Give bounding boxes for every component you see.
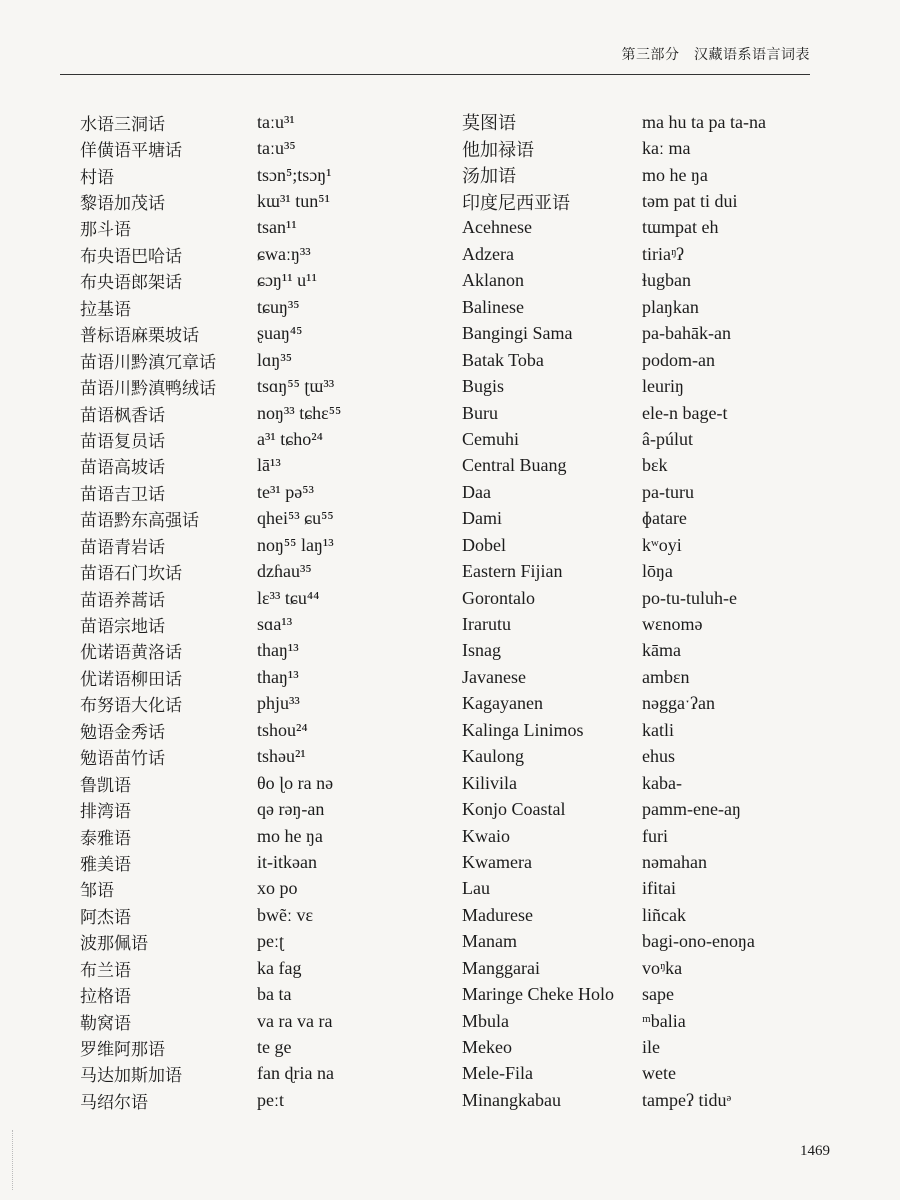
word-entry <box>462 453 862 479</box>
word-form: liñcak <box>642 904 686 925</box>
word-form: peːt <box>257 1089 284 1110</box>
word-entry <box>80 347 450 373</box>
language-name: 那斗语 <box>80 220 131 241</box>
word-entry <box>80 638 450 664</box>
word-form: ehus <box>642 746 675 767</box>
word-form: tɕuŋ³⁵ <box>257 296 300 317</box>
language-name: 布努语大化话 <box>80 696 182 717</box>
page-number: 1469 <box>800 1143 830 1159</box>
word-entry <box>462 1008 862 1034</box>
language-name: 佯僙语平塘话 <box>80 141 182 162</box>
word-form: ʂuaŋ⁴⁵ <box>257 323 303 344</box>
margin-mark <box>12 1130 13 1190</box>
word-entry <box>462 664 862 690</box>
word-form: ele-n bage-t <box>642 402 728 423</box>
language-name: Kwamera <box>462 851 532 872</box>
word-form: nəggaˑʔan <box>642 693 715 714</box>
word-entry <box>462 109 862 135</box>
word-entry <box>80 955 450 981</box>
language-name: Mbula <box>462 1010 509 1031</box>
language-name: 邹语 <box>80 881 114 902</box>
language-name: 苗语青岩话 <box>80 537 165 558</box>
word-entry <box>462 241 862 267</box>
language-name: 苗语川黔滇冗章话 <box>80 352 216 373</box>
word-form: dzɦau³⁵ <box>257 561 312 582</box>
word-entry <box>462 611 862 637</box>
language-name: Manam <box>462 931 517 952</box>
language-name: 马绍尔语 <box>80 1092 148 1113</box>
language-name: Javanese <box>462 666 526 687</box>
language-name: Manggarai <box>462 957 540 978</box>
word-entry <box>80 770 450 796</box>
word-form: po-tu-tuluh-e <box>642 587 737 608</box>
language-name: Kalinga Linimos <box>462 719 584 740</box>
language-name: 苗语宗地话 <box>80 617 165 638</box>
word-entry <box>462 426 862 452</box>
language-name: 黎语加茂话 <box>80 194 165 215</box>
language-name: 波那佩语 <box>80 934 148 955</box>
word-form: te ge <box>257 1037 292 1058</box>
word-entry <box>80 664 450 690</box>
word-entry <box>80 558 450 584</box>
word-form: furi <box>642 825 668 846</box>
language-name: 苗语复员话 <box>80 431 165 452</box>
language-name: 苗语养蒿话 <box>80 590 165 611</box>
word-form: â-púlut <box>642 428 693 449</box>
word-form: qhei⁵³ ɕu⁵⁵ <box>257 508 334 529</box>
word-entry <box>80 453 450 479</box>
language-name: 普标语麻栗坡话 <box>80 326 199 347</box>
word-entry <box>462 823 862 849</box>
word-entry <box>462 1034 862 1060</box>
word-form: ᵐbalia <box>642 1010 686 1031</box>
word-entry <box>80 1061 450 1087</box>
word-form: mo he ŋa <box>257 825 323 846</box>
word-entry <box>462 294 862 320</box>
word-form: xo po <box>257 878 298 899</box>
word-form: te³¹ pə⁵³ <box>257 481 314 502</box>
language-name: 排湾语 <box>80 802 131 823</box>
word-form: noŋ⁵⁵ laŋ¹³ <box>257 534 334 555</box>
language-name: Kagayanen <box>462 693 543 714</box>
language-name: Kwaio <box>462 825 510 846</box>
word-entry <box>80 268 450 294</box>
word-entry <box>462 532 862 558</box>
word-form: plaŋkan <box>642 296 699 317</box>
word-entry <box>462 215 862 241</box>
word-form: ɬugban <box>642 270 691 291</box>
language-name: Central Buang <box>462 455 567 476</box>
word-form: ɸatare <box>642 508 687 529</box>
word-form: ma hu ta pa ta-na <box>642 111 766 132</box>
word-entry <box>80 744 450 770</box>
word-entry <box>80 796 450 822</box>
language-name: Dobel <box>462 534 506 555</box>
language-name: 布兰语 <box>80 960 131 981</box>
language-name: 泰雅语 <box>80 828 131 849</box>
word-entry <box>462 955 862 981</box>
word-entry <box>80 162 450 188</box>
word-form: kaba- <box>642 772 682 793</box>
word-form: katli <box>642 719 674 740</box>
word-entry <box>80 294 450 320</box>
word-form: ɕɔŋ¹¹ u¹¹ <box>257 270 317 291</box>
language-name: 罗维阿那语 <box>80 1040 165 1061</box>
word-entry <box>80 400 450 426</box>
language-name: Gorontalo <box>462 587 535 608</box>
word-form: thaŋ¹³ <box>257 666 299 687</box>
word-form: tsan¹¹ <box>257 217 297 238</box>
word-entry <box>462 638 862 664</box>
word-form: ba ta <box>257 984 292 1005</box>
word-form: va ra va ra <box>257 1010 333 1031</box>
language-name: Cemuhi <box>462 428 519 449</box>
word-entry <box>80 823 450 849</box>
language-name: 拉格语 <box>80 987 131 1008</box>
word-form: it-itkəan <box>257 851 317 872</box>
word-entry <box>462 796 862 822</box>
language-name: Maringe Cheke Holo <box>462 984 614 1005</box>
language-name: Eastern Fijian <box>462 561 563 582</box>
language-name: 马达加斯加语 <box>80 1066 182 1087</box>
word-entry <box>462 373 862 399</box>
word-entry <box>80 981 450 1007</box>
word-entry <box>462 188 862 214</box>
language-name: Aklanon <box>462 270 524 291</box>
language-name: 勉语苗竹话 <box>80 749 165 770</box>
language-name: 苗语川黔滇鸭绒话 <box>80 379 216 400</box>
word-entry <box>80 691 450 717</box>
word-form: sɑa¹³ <box>257 614 293 635</box>
word-entry <box>80 215 450 241</box>
language-name: 苗语高坡话 <box>80 458 165 479</box>
language-name: 布央语郎架话 <box>80 273 182 294</box>
word-form: sape <box>642 984 674 1005</box>
word-entry <box>462 981 862 1007</box>
language-name: Minangkabau <box>462 1089 561 1110</box>
word-form: voᵑka <box>642 957 683 978</box>
word-entry <box>462 876 862 902</box>
word-entry <box>80 849 450 875</box>
word-entry <box>462 400 862 426</box>
word-form: ambɛn <box>642 666 690 687</box>
word-form: tshəu²¹ <box>257 746 306 767</box>
word-form: nəmahan <box>642 851 707 872</box>
word-entry <box>80 611 450 637</box>
language-name: Irarutu <box>462 614 511 635</box>
left-column <box>80 109 450 1114</box>
language-name: 优诺语柳田话 <box>80 669 182 690</box>
word-form: ka fag <box>257 957 302 978</box>
word-entry <box>462 849 862 875</box>
word-form: wete <box>642 1063 676 1084</box>
language-name: Dami <box>462 508 502 529</box>
language-name: 他加禄语 <box>462 139 534 160</box>
word-entry <box>80 241 450 267</box>
word-form: thaŋ¹³ <box>257 640 299 661</box>
word-entry <box>462 558 862 584</box>
word-entry <box>80 876 450 902</box>
word-form: bagi-ono-enoŋa <box>642 931 755 952</box>
word-form: lɑŋ³⁵ <box>257 349 292 370</box>
word-entry <box>462 929 862 955</box>
word-entry <box>80 1034 450 1060</box>
word-entry <box>462 347 862 373</box>
word-entry <box>462 1061 862 1087</box>
word-entry <box>80 426 450 452</box>
language-name: 苗语吉卫话 <box>80 484 165 505</box>
word-form: lɛ³³ tɕu⁴⁴ <box>257 587 320 608</box>
word-form: tɯmpat eh <box>642 217 719 238</box>
word-entry <box>462 770 862 796</box>
word-form: ifitai <box>642 878 676 899</box>
language-name: Batak Toba <box>462 349 544 370</box>
word-form: tsɔn⁵;tsɔŋ¹ <box>257 164 332 185</box>
language-name: 印度尼西亚语 <box>462 192 570 213</box>
language-name: 苗语黔东高强话 <box>80 511 199 532</box>
language-name: Bangingi Sama <box>462 323 573 344</box>
word-form: mo he ŋa <box>642 164 708 185</box>
word-form: bɛk <box>642 455 668 476</box>
word-entry <box>80 902 450 928</box>
word-form: pa-turu <box>642 481 694 502</box>
language-name: 勒窝语 <box>80 1013 131 1034</box>
language-name: Lau <box>462 878 490 899</box>
word-form: təm pat ti dui <box>642 191 738 212</box>
language-name: Daa <box>462 481 491 502</box>
language-name: 莫图语 <box>462 113 516 134</box>
word-form: ɕwaːŋ³³ <box>257 243 311 264</box>
word-entry <box>80 506 450 532</box>
word-form: taːu³⁵ <box>257 138 296 159</box>
word-form: wɛnomə <box>642 614 703 635</box>
word-entry <box>462 717 862 743</box>
word-form: lā¹³ <box>257 455 281 476</box>
word-entry <box>80 479 450 505</box>
word-entry <box>462 1087 862 1113</box>
word-form: a³¹ tɕho²⁴ <box>257 428 323 449</box>
language-name: 水语三洞话 <box>80 114 165 135</box>
word-entry <box>462 902 862 928</box>
word-form: ile <box>642 1037 660 1058</box>
language-name: Adzera <box>462 243 514 264</box>
word-form: pamm-ene-aŋ <box>642 799 741 820</box>
word-form: tiriaᵑʔ <box>642 243 685 264</box>
word-form: phju³³ <box>257 693 300 714</box>
language-name: 阿杰语 <box>80 907 131 928</box>
language-name: Acehnese <box>462 217 532 238</box>
language-name: Bugis <box>462 376 505 397</box>
word-entry <box>462 321 862 347</box>
word-form: leuriŋ <box>642 376 684 397</box>
word-entry <box>462 585 862 611</box>
word-entry <box>462 268 862 294</box>
word-form: kɯ³¹ tun⁵¹ <box>257 191 330 212</box>
language-name: 苗语石门坎话 <box>80 564 182 585</box>
word-form: noŋ³³ tɕhɛ⁵⁵ <box>257 402 342 423</box>
word-entry <box>80 532 450 558</box>
language-name: 村语 <box>80 167 114 188</box>
word-entry <box>80 321 450 347</box>
word-entry <box>80 1087 450 1113</box>
language-name: 勉语金秀话 <box>80 722 165 743</box>
word-entry <box>462 691 862 717</box>
language-name: 苗语枫香话 <box>80 405 165 426</box>
language-name: Kilivila <box>462 772 517 793</box>
word-entry <box>80 1008 450 1034</box>
word-form: tsɑŋ⁵⁵ ʈɯ³³ <box>257 376 335 397</box>
language-name: Isnag <box>462 640 501 661</box>
word-entry <box>80 717 450 743</box>
word-entry <box>80 585 450 611</box>
language-name: Madurese <box>462 904 533 925</box>
word-entry <box>462 744 862 770</box>
language-name: Kaulong <box>462 746 524 767</box>
word-entry <box>462 162 862 188</box>
word-form: lōŋa <box>642 561 673 582</box>
header-rule <box>60 74 810 75</box>
word-form: qə rəŋ-an <box>257 799 325 820</box>
language-name: Mekeo <box>462 1037 512 1058</box>
word-entry <box>462 506 862 532</box>
word-entry <box>462 135 862 161</box>
word-entry <box>462 479 862 505</box>
word-form: podom-an <box>642 349 715 370</box>
word-entry <box>80 929 450 955</box>
language-name: Buru <box>462 402 498 423</box>
word-form: pa-bahāk-an <box>642 323 731 344</box>
word-form: kaː ma <box>642 138 691 159</box>
word-entry <box>80 373 450 399</box>
word-form: peːʈ <box>257 931 284 952</box>
language-name: Balinese <box>462 296 524 317</box>
word-form: kāma <box>642 640 681 661</box>
word-entry <box>80 109 450 135</box>
language-name: Mele-Fila <box>462 1063 533 1084</box>
language-name: 雅美语 <box>80 854 131 875</box>
word-form: tampeʔ tiduᵊ <box>642 1089 732 1110</box>
word-form: fan ɖria na <box>257 1063 334 1084</box>
word-form: θo ɭo ra nə <box>257 772 334 793</box>
word-form: tshou²⁴ <box>257 719 308 740</box>
language-name: 优诺语黄洛话 <box>80 643 182 664</box>
right-column <box>462 109 862 1114</box>
word-entry <box>80 188 450 214</box>
language-name: 汤加语 <box>462 166 516 187</box>
language-name: Konjo Coastal <box>462 799 566 820</box>
word-form: bwẽː vɛ <box>257 904 314 925</box>
running-header: 第三部分 汉藏语系语言词表 <box>621 47 810 63</box>
language-name: 鲁凯语 <box>80 775 131 796</box>
language-name: 布央语巴哈话 <box>80 246 182 267</box>
language-name: 拉基语 <box>80 299 131 320</box>
word-entry <box>80 135 450 161</box>
word-form: kʷoyi <box>642 534 682 555</box>
word-form: taːu³¹ <box>257 111 295 132</box>
